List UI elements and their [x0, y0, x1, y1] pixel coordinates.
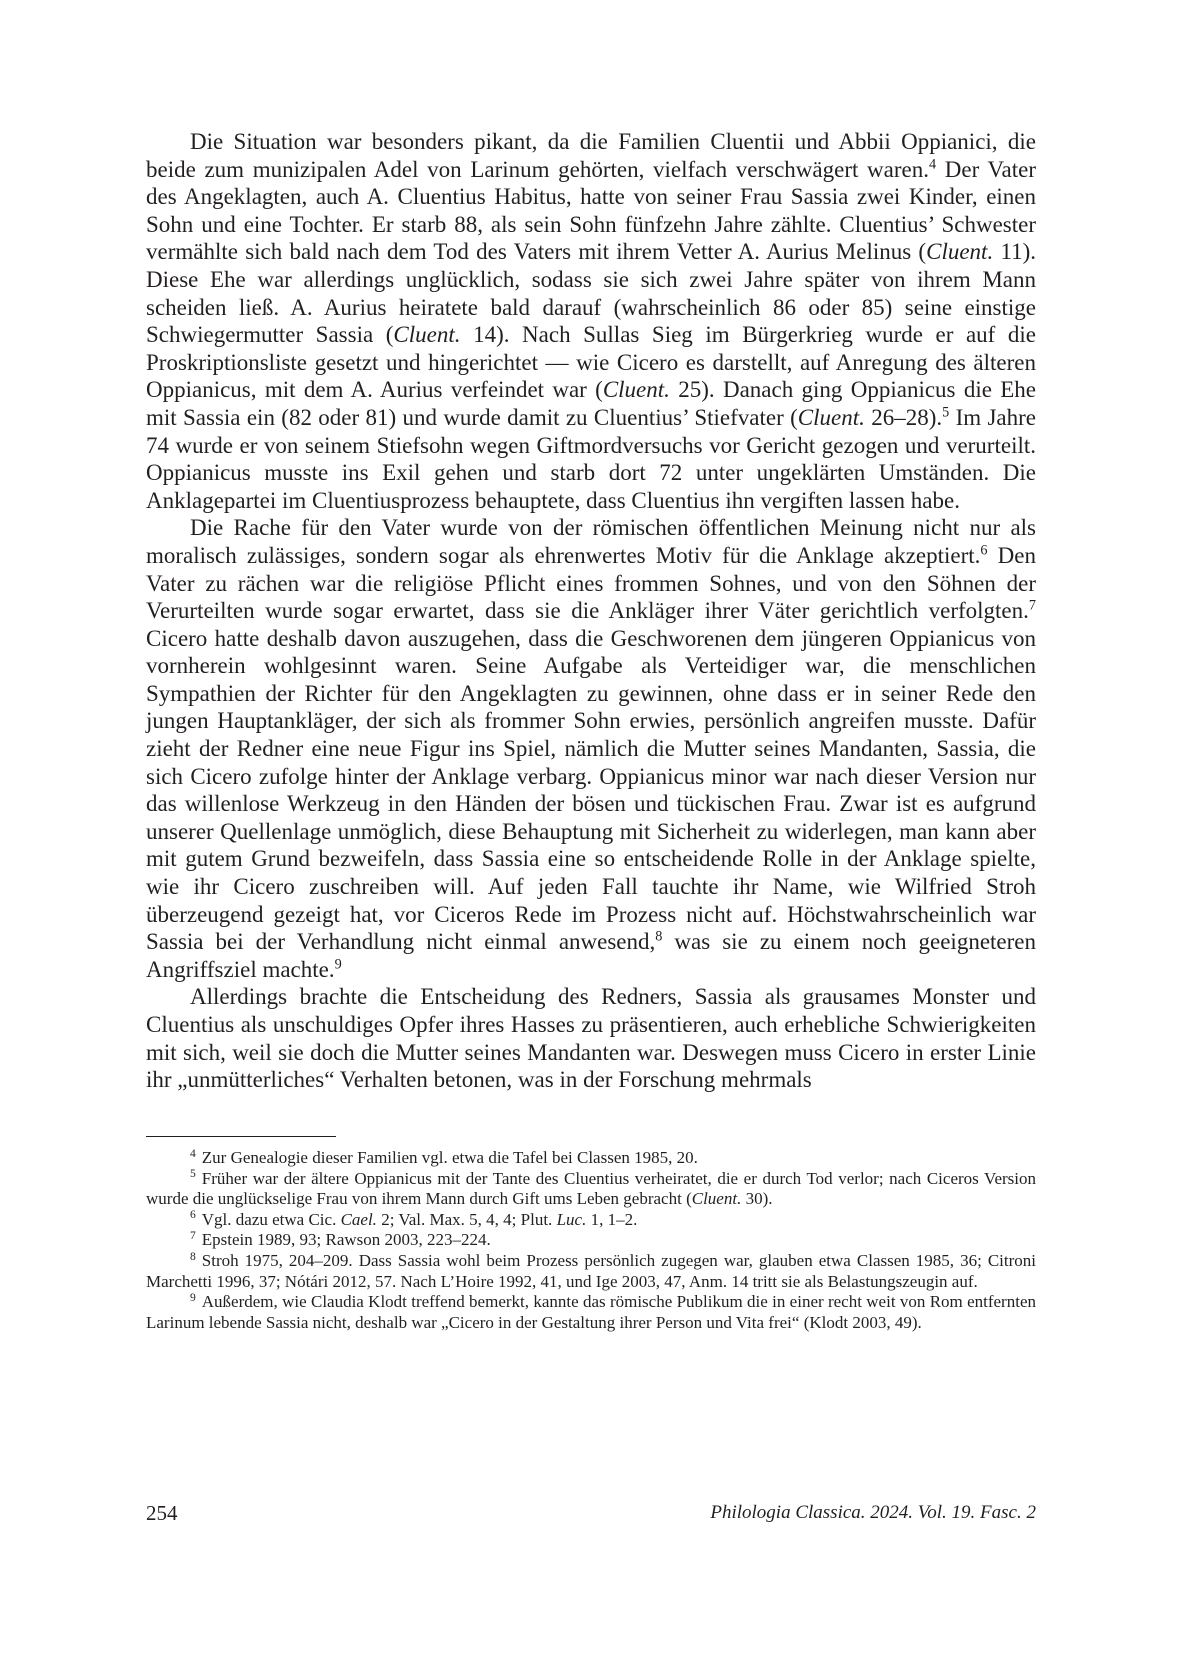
footnote-6: $^6$ Vgl. dazu etwa Cic. Cael. 2; Val. Max. 5, 4, 4; Plut. Luc. 1, 1–2. [190, 1208, 638, 1229]
paragraph-1: Die Situation war besonders pikant, da die Familien Cluentii und Abbii Oppianici, die beide zum munizipalen Adel von Larinum gehörten, vielfach verschwägert waren.$^4$ Der Vater des Angeklagten, auch A. Cluentius Habitus, hatte von seiner Frau Sassia zwei Kinder, einen Sohn und eine Tochter. Er starb 88, als sein Sohn fünfzehn Jahre zählte. Cluentius’ Schwester vermählte sich bald nach dem Tod des Vaters mit ihrem Vetter A. Aurius Melinus (Cluent. 11). Diese Ehe war allerdings unglücklich, sodass sie sich zwei Jahre später von ihrem Mann scheiden ließ. A. Aurius heiratete bald darauf (wahrscheinlich 86 oder 85) seine einstige Schwiegermutter Sassia (Cluent. 14). Nach Sullas Sieg im Bürgerkrieg wurde er auf die Proskriptionsliste gesetzt und hingerichtet — wie Cicero es darstellt, auf Anregung des älteren Oppianicus, mit dem A. Aurius verfeindet war (Cluent. 25). Danach ging Oppianicus die Ehe mit Sassia ein (82 oder 81) und wurde damit zu Cluentius’ Stiefvater (Cluent. 26–28).$^5$ Im Jahre 74 wurde er von seinem Stiefsohn wegen Giftmordversuchs vor Gericht gezogen und verurteilt. Oppianicus musste ins Exil gehen und starb dort 72 unter ungeklärten Umständen. Die Anklagepartei im Cluentiusprozess behauptete, dass Cluentius ihn vergiften lassen habe. [146, 129, 1037, 513]
footnote-number: 4 [190, 1146, 196, 1160]
footnote-ref-4[interactable]: 4 [928, 156, 937, 173]
page-footer [146, 1498, 1036, 1528]
footnote-separator [146, 1136, 336, 1137]
footnote-ref-5[interactable]: 5 [942, 404, 950, 421]
page-number: 254 [146, 1501, 178, 1525]
footnote-number: 5 [190, 1167, 196, 1181]
footnotes [146, 1148, 1036, 1333]
footnote-9: $^9$ Außerdem, wie Claudia Klodt treffend bemerkt, kannte das römische Publikum die in einer recht weit von Rom entfernten Larinum lebende Sassia nicht, deshalb war „Cicero in der Gestaltung ihrer Person und Vita frei“ (Klodt 2003, 49). [146, 1290, 1036, 1332]
footnote-ref-7[interactable]: 7 [1028, 597, 1036, 614]
footnote-ref-9[interactable]: 9 [334, 956, 342, 973]
paragraph-2: Die Rache für den Vater wurde von der römischen öffentlichen Meinung nicht nur als moralisch zulässiges, sondern sogar als ehrenwertes Motiv für die Anklage akzeptiert.$^6$ Den Vater zu rächen war die religiöse Pflicht eines frommen Sohnes, und von den Söhnen der Verurteilten wurde sogar erwartet, dass sie die Ankläger ihrer Väter gerichtlich verfolgten.$^7$ Cicero hatte deshalb davon auszugehen, dass die Geschworenen dem jüngeren Oppianicus von vornherein wohlgesinnt waren. Seine Aufgabe als Verteidiger war, die menschlichen Sympathien der Richter für den Angeklagten zu gewinnen, ohne dass er in seiner Rede den jungen Hauptankläger, der sich als frommer Sohn erwies, persönlich angreifen musste. Dafür zieht der Redner eine neue Figur ins Spiel, nämlich die Mutter seines Mandanten, Sassia, die sich Cicero zufolge hinter der Anklage verbarg. Oppianicus minor war nach dieser Version nur das willenlose Werkzeug in den Händen der bösen und tückischen Frau. Zwar ist es aufgrund unserer Quellenlage unmöglich, diese Behauptung mit Sicherheit zu widerlegen, man kann aber mit gutem Grund bezweifeln, dass Sassia eine so entscheidende Rolle in der Anklage spielte, wie ihr Cicero zuschreiben will. Auf jeden Fall tauchte ihr Name, wie Wilfried Stroh überzeugend gezeigt hat, vor Ciceros Rede im Prozess nicht auf. Höchstwahrscheinlich war Sassia bei der Verhandlung nicht einmal anwesend,$^8$ was sie zu einem noch geeigneteren Angriffsziel machte.$^9$ [146, 515, 1037, 982]
paragraph-3: Allerdings brachte die Entscheidung des Redners, Sassia als grausames Monster und Cluentius als unschuldiges Opfer ihres Hasses zu präsentieren, auch erhebliche Schwierigkeiten mit sich, weil sie doch die Mutter seines Mandanten war. Deswegen muss Cicero in erster Linie ihr „unmütterliches“ Verhalten betonen, was in der Forschung mehrmals [146, 984, 1036, 1093]
footnote-7: $^7$ Epstein 1989, 93; Rawson 2003, 223–224. [190, 1229, 491, 1250]
journal-citation: Philologia Classica. 2024. Vol. 19. Fasc. 2 [710, 1502, 1036, 1523]
footnote-5: $^5$ Früher war der ältere Oppianicus mit der Tante des Cluentius verheiratet, die er durch Tod verlor; nach Ciceros Version wurde die unglückselige Frau von ihrem Mann durch Gift ums Leben gebracht (Cluent. 30). [146, 1167, 1036, 1209]
main-text [146, 128, 1036, 1094]
footnote-8: $^8$ Stroh 1975, 204–209. Dass Sassia wohl beim Prozess persönlich zugegen war, glauben etwa Classen 1985, 36; Citroni Marchetti 1996, 37; Nótári 2012, 57. Nach L’Hoire 1992, 41, und Ige 2003, 47, Anm. 14 tritt sie als Belastungszeugin auf. [146, 1249, 1036, 1291]
footnote-number: 6 [190, 1208, 196, 1222]
footnote-ref-8[interactable]: 8 [655, 928, 663, 945]
footnote-number: 7 [190, 1229, 196, 1243]
footnote-4: $^4$ Zur Genealogie dieser Familien vgl. etwa die Tafel bei Classen 1985, 20. [190, 1146, 698, 1167]
footnote-ref-6[interactable]: 6 [980, 542, 988, 559]
footnote-number: 9 [190, 1290, 196, 1304]
footnote-number: 8 [190, 1249, 196, 1263]
